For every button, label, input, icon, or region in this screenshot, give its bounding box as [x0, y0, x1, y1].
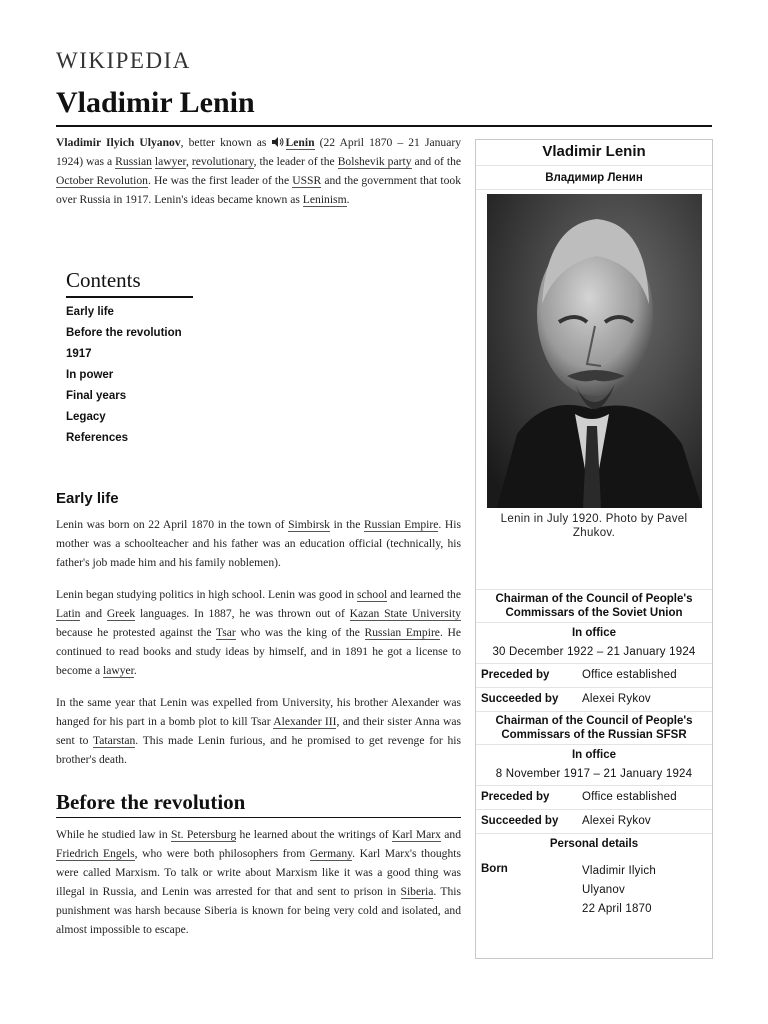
- page-title: Vladimir Lenin: [56, 86, 255, 119]
- link-kazan-state-university[interactable]: Kazan State University: [349, 607, 461, 620]
- succeeded-by-row: [476, 688, 712, 712]
- born-row: [476, 858, 712, 923]
- infobox-photo-cell: [476, 190, 712, 590]
- link-simbirsk[interactable]: Simbirsk: [288, 518, 330, 531]
- link-russian-empire[interactable]: Russian Empire: [363, 518, 439, 531]
- link-revolutionary[interactable]: revolutionary: [191, 155, 254, 168]
- audio-pronunciation-link[interactable]: Lenin: [285, 136, 315, 149]
- preceded-by-label: Preceded by: [481, 669, 550, 681]
- contents-title: Contents: [66, 268, 193, 298]
- contents-item-early-life[interactable]: Early life: [66, 306, 114, 318]
- table-of-contents: [66, 268, 226, 451]
- paragraph-text: he learned about the writings of: [236, 828, 392, 841]
- link-lawyer[interactable]: lawyer: [103, 664, 134, 677]
- preceded-by-value: Office established: [582, 669, 677, 681]
- paragraph-text: .: [133, 664, 137, 677]
- link-latin[interactable]: Latin: [56, 607, 81, 620]
- link-lawyer[interactable]: lawyer: [154, 155, 186, 168]
- preceded-by-value: Office established: [582, 791, 677, 803]
- preceded-by-label: Preceded by: [481, 791, 550, 803]
- paragraph-text: and: [440, 828, 462, 841]
- link-friedrich-engels[interactable]: Friedrich Engels: [56, 847, 135, 860]
- office-title-russian-sfsr[interactable]: Chairman of the Council of People's Commissars of the Russian SFSR: [476, 712, 712, 745]
- contents-list: [66, 304, 226, 451]
- contents-item-legacy[interactable]: Legacy: [66, 411, 106, 423]
- link-tsar[interactable]: Tsar: [215, 626, 236, 639]
- paragraph-text: and: [80, 607, 107, 620]
- link-october-revolution[interactable]: October Revolution: [56, 174, 148, 187]
- link-greek[interactable]: Greek: [106, 607, 136, 620]
- succeeded-by-label: Succeeded by: [481, 815, 559, 827]
- link-tatarstan[interactable]: Tatarstan: [92, 734, 136, 747]
- link-karl-marx[interactable]: Karl Marx: [391, 828, 441, 841]
- intro-text: ,: [185, 155, 192, 168]
- link-germany[interactable]: Germany: [309, 847, 353, 860]
- personal-details-heading: Personal details: [549, 838, 639, 850]
- intro-text: and the government that took over Russia in 1917. Lenin's ideas became known as: [56, 174, 461, 206]
- link-alexander-iii[interactable]: Alexander III: [273, 715, 337, 728]
- paragraph-text: in the: [329, 518, 364, 531]
- preceded-by-row: [476, 664, 712, 688]
- infobox: [475, 139, 713, 959]
- photo-caption: Lenin in July 1920. Photo by Pavel Zhukov.: [500, 513, 688, 539]
- link-russian-empire[interactable]: Russian Empire: [364, 626, 440, 639]
- paragraph-text: because he protested against the: [56, 626, 216, 639]
- heading-early-life: Early life: [56, 490, 119, 507]
- preceded-by-row: [476, 786, 712, 810]
- contents-item-references[interactable]: References: [66, 432, 129, 444]
- succeeded-by-row: [476, 810, 712, 834]
- paragraph-text: Lenin began studying politics in high school. Lenin was good in: [56, 588, 357, 601]
- link-st-petersburg[interactable]: St. Petersburg: [171, 828, 237, 841]
- link-siberia[interactable]: Siberia: [400, 885, 434, 898]
- born-name-line: Vladimir Ilyich: [582, 865, 656, 877]
- paragraph-text: . His mother was a schoolteacher and his father was an education official (technically, his father's job made him and his family noblemen).: [56, 518, 461, 569]
- contents-item-1917[interactable]: 1917: [66, 348, 92, 360]
- wikipedia-wordmark[interactable]: WIKIPEDIA: [56, 48, 191, 73]
- early-life-paragraph-2: [56, 585, 461, 680]
- intro-paragraph: [56, 133, 461, 209]
- succeeded-by-label: Succeeded by: [481, 693, 559, 705]
- infobox-title: Vladimir Lenin: [476, 140, 712, 166]
- intro-text: , better known as: [180, 136, 272, 149]
- paragraph-text: languages. In 1887, he was thrown out of: [135, 607, 350, 620]
- paragraph-text: In the same year that Lenin was expelled from University, his brother Alexander was hanged for his part in a bomb plot to kill Tsar: [56, 696, 461, 728]
- paragraph-text: who was the king of the: [235, 626, 365, 639]
- intro-text: and of the: [411, 155, 462, 168]
- in-office-label: In office: [571, 749, 617, 761]
- contents-item-before-revolution[interactable]: Before the revolution: [66, 327, 182, 339]
- paragraph-text: . This punishment was harsh because Siberia is known for being very cold and isolated, and almost impossible to escape.: [56, 885, 461, 936]
- intro-text: . He was the first leader of the: [147, 174, 293, 187]
- paragraph-text: Lenin was born on 22 April 1870 in the town of: [56, 518, 289, 531]
- paragraph-text: . He continued to read books and study ideas by himself, and in 1891 he got a license to become a: [56, 626, 461, 677]
- intro-text: , the leader of the: [253, 155, 338, 168]
- intro-text: .: [346, 193, 350, 206]
- succeeded-by-value[interactable]: Alexei Rykov: [582, 815, 651, 827]
- link-ussr[interactable]: USSR: [292, 174, 322, 187]
- heading-before-the-revolution: Before the revolution: [56, 790, 246, 814]
- office-dates: 8 November 1917 – 21 January 1924: [476, 765, 712, 786]
- contents-item-in-power[interactable]: In power: [66, 369, 114, 381]
- link-bolshevik-party[interactable]: Bolshevik party: [337, 155, 412, 168]
- paragraph-text: . This made Lenin furious, and he promised to get revenge for his brother's death.: [56, 734, 461, 766]
- early-life-paragraph-1: [56, 515, 461, 572]
- paragraph-text: , who were both philosophers from: [134, 847, 310, 860]
- paragraph-text: . Karl Marx's thoughts were called Marxism. To talk or write about Marxism like it was a good thing was illegal in Russia, and Lenin was arrested for that and sent to prison in: [56, 847, 462, 898]
- born-label: Born: [481, 863, 508, 875]
- subject-name: Vladimir Ilyich Ulyanov: [56, 136, 181, 149]
- speaker-icon[interactable]: [272, 137, 284, 147]
- contents-item-final-years[interactable]: Final years: [66, 390, 127, 402]
- office-dates: 30 December 1922 – 21 January 1924: [476, 643, 712, 664]
- early-life-paragraph-3: [56, 693, 461, 769]
- office-title-soviet-union[interactable]: Chairman of the Council of People's Commissars of the Soviet Union: [476, 590, 712, 623]
- paragraph-text: , and their sister Anna was sent to: [56, 715, 461, 747]
- intro-text: (22 April 1870 – 21 January 1924) was a: [56, 136, 462, 168]
- paragraph-text: and learned the: [387, 588, 461, 601]
- link-school[interactable]: school: [356, 588, 388, 601]
- section-divider: [56, 817, 461, 818]
- infobox-native-name: Владимир Ленин: [476, 166, 712, 190]
- in-office-label: In office: [571, 627, 617, 639]
- born-date: 22 April 1870: [582, 903, 652, 915]
- portrait-photo[interactable]: [487, 194, 702, 508]
- born-value: [582, 862, 707, 919]
- link-leninism[interactable]: Leninism: [302, 193, 347, 206]
- before-revolution-paragraph: [56, 825, 461, 939]
- born-name-line: Ulyanov: [582, 884, 625, 896]
- succeeded-by-value[interactable]: Alexei Rykov: [582, 693, 651, 705]
- paragraph-text: While he studied law in: [56, 828, 171, 841]
- title-divider: [56, 125, 712, 127]
- link-russian[interactable]: Russian: [115, 155, 152, 168]
